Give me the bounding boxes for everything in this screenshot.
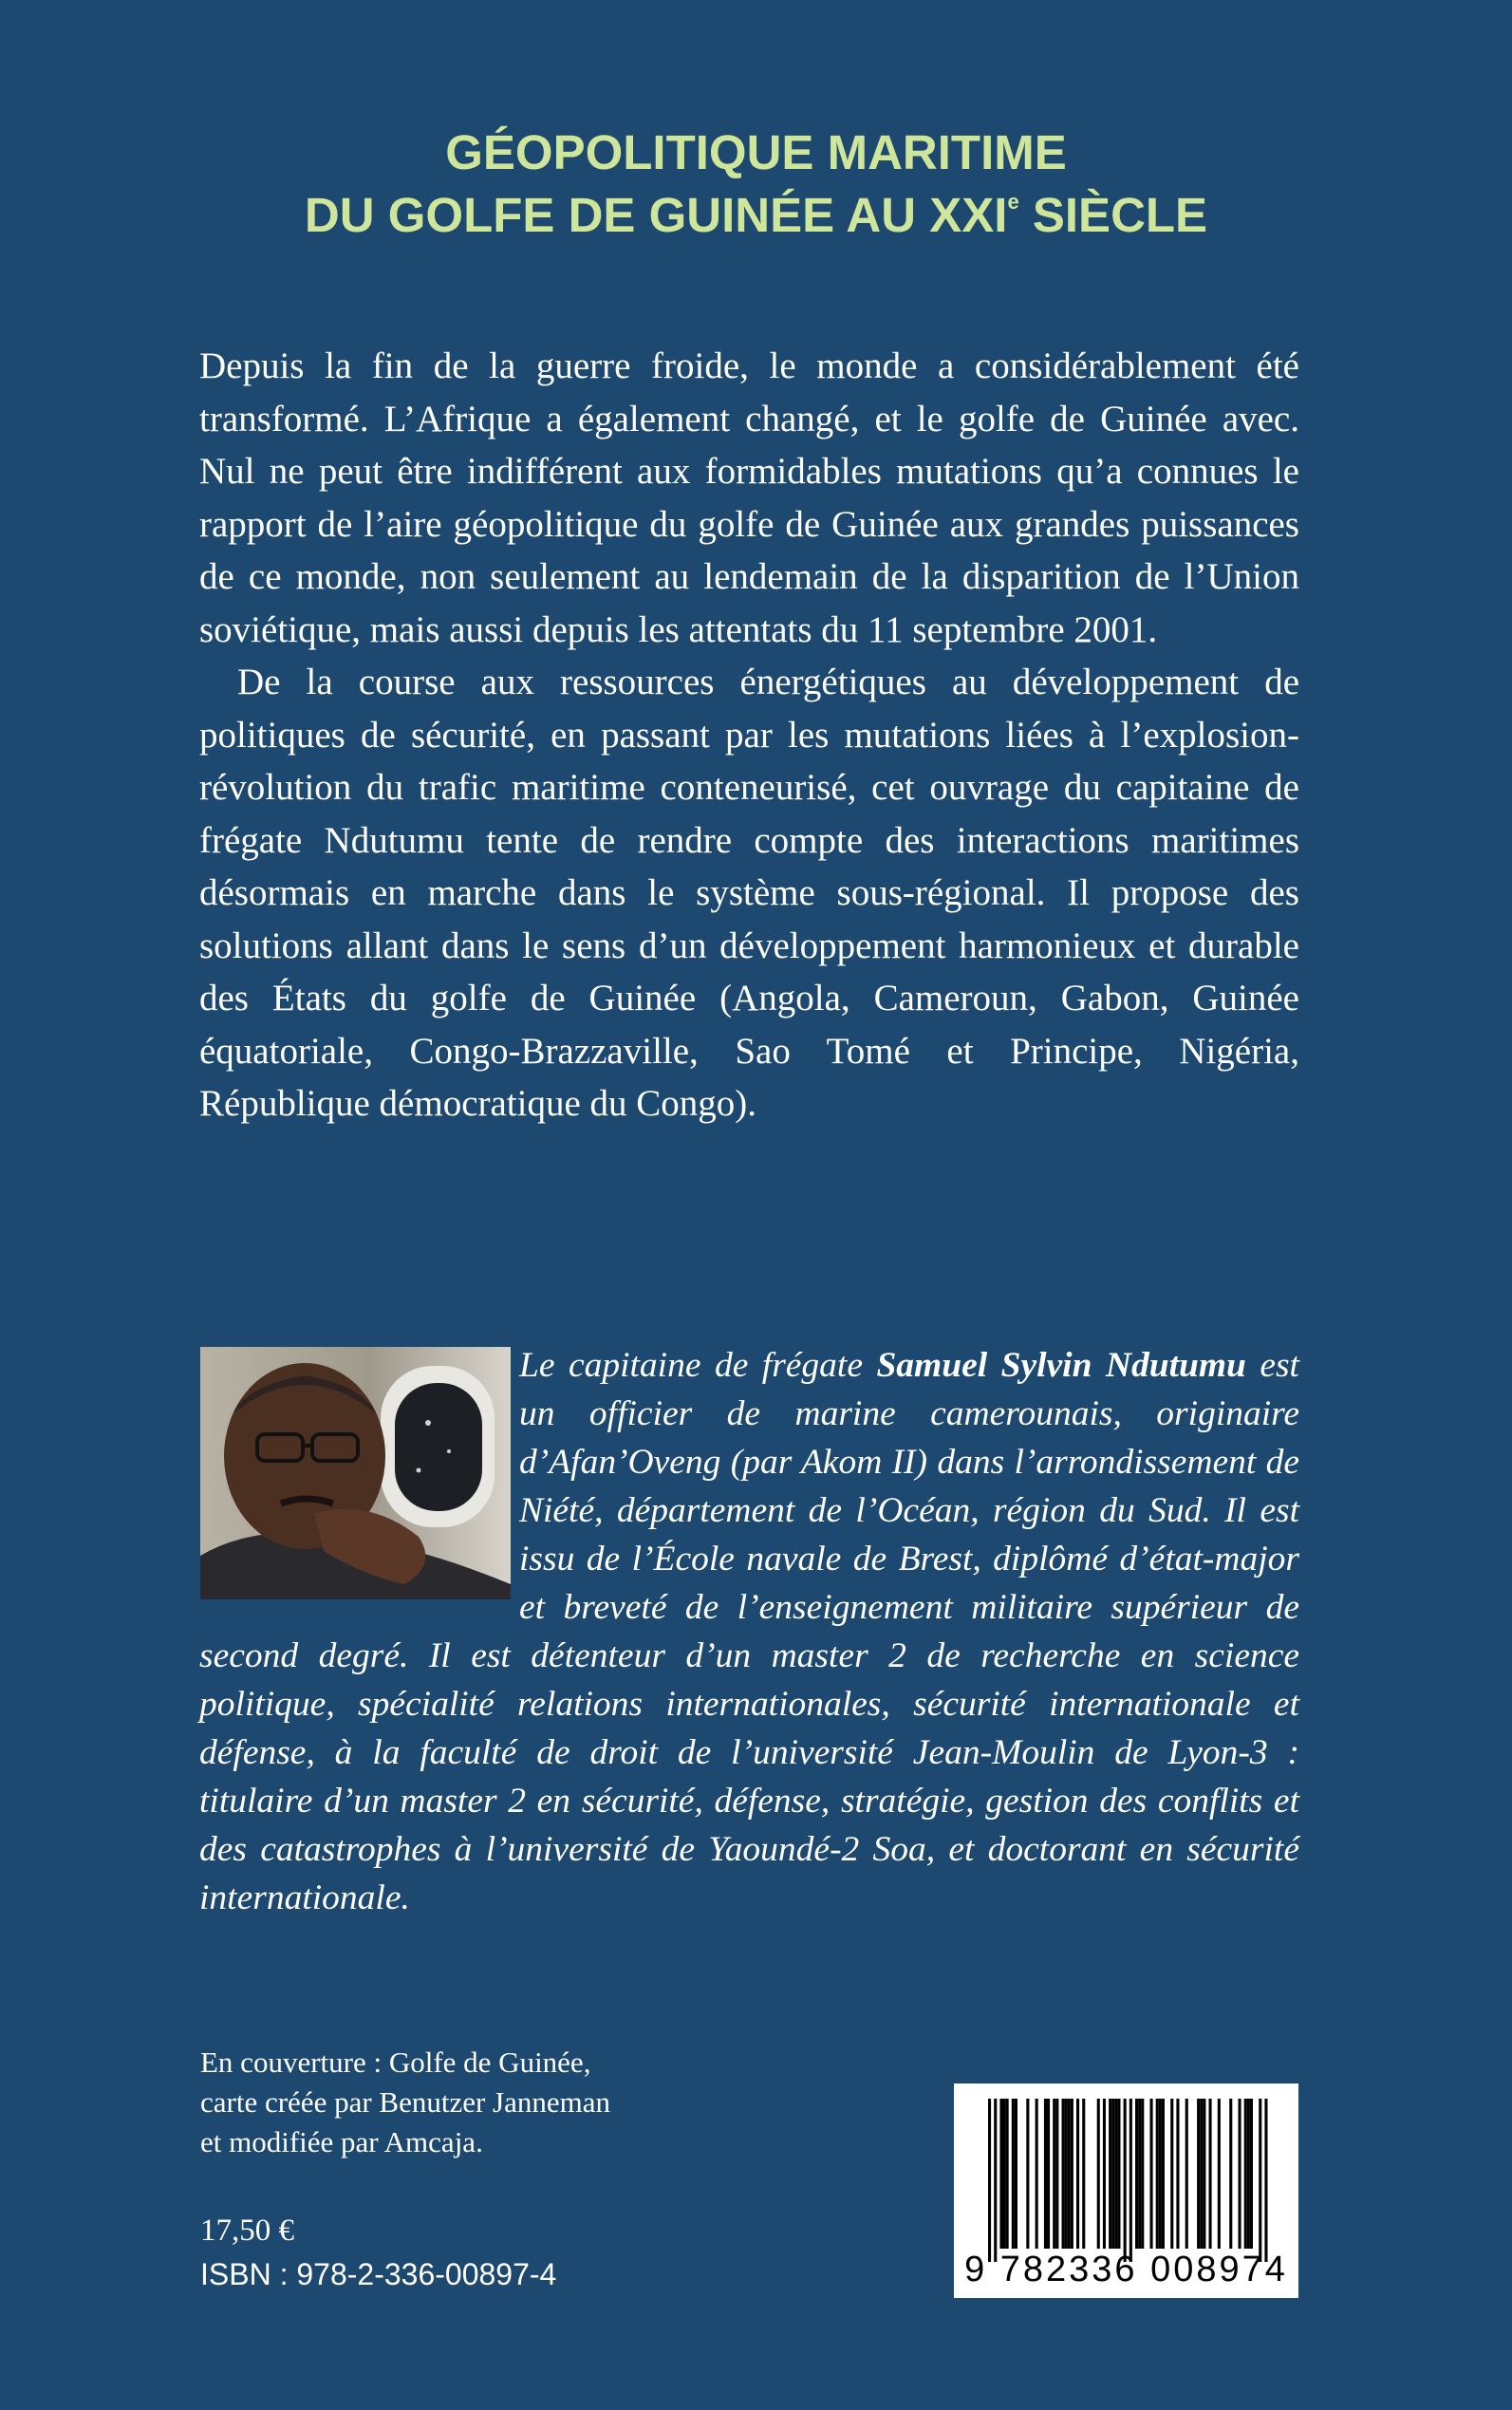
- barcode-bar: [1197, 2099, 1200, 2249]
- barcode-bar: [1036, 2099, 1038, 2249]
- barcode-bar: [1062, 2099, 1065, 2249]
- isbn: ISBN : 978-2-336-00897-4: [200, 2257, 557, 2291]
- barcode-bar: [1129, 2099, 1132, 2262]
- barcode-bar: [1247, 2099, 1250, 2249]
- barcode-bar: [1068, 2099, 1071, 2249]
- barcode-bar: [1071, 2099, 1073, 2249]
- cover-credit-line-1: En couverture : Golfe de Guinée,: [200, 2046, 591, 2079]
- author-bio-text: est un officier de marine camerounais, originaire d’Afan’Oveng (par Akom II) dans l’arrondissement de Niété, département de l’Océan, région du Sud. Il est issu de l’École navale de Brest, diplômé d’état-major et breveté de l’enseignement militaire supérieur de second degré. Il est détenteur d’un master 2 de recherche en science politique, spécialité relations internationales, sécurité internationale et défense, à la faculté de droit de l’université Jean-Moulin de Lyon-3 : titulaire d’un master 2 en sécurité, défense, stratégie, gestion des conflits et des catastrophes à l’université de Yaoundé-2 Soa, et doctorant en sécurité internationale.: [199, 1346, 1299, 1917]
- barcode-bar: [988, 2099, 991, 2262]
- barcode-bar: [1170, 2099, 1173, 2249]
- barcode-bar: [994, 2099, 997, 2262]
- barcode-bar: [1111, 2099, 1114, 2249]
- barcode-bar: [1150, 2099, 1153, 2249]
- barcode-bar: [1259, 2099, 1261, 2262]
- barcode-bar: [1047, 2099, 1050, 2249]
- cover-credit-line-2: carte créée par Benutzer Janneman: [200, 2085, 611, 2119]
- barcode-bar: [1239, 2099, 1241, 2249]
- barcode-bar: [1065, 2099, 1068, 2249]
- barcode-bar: [1006, 2099, 1009, 2249]
- cover-credit: [200, 2043, 610, 2162]
- barcode-bar: [1055, 2099, 1058, 2249]
- barcode-bar: [1103, 2099, 1106, 2249]
- barcode-bar: [1003, 2099, 1006, 2249]
- barcode-bar: [1264, 2099, 1267, 2262]
- barcode-bar: [1156, 2099, 1159, 2249]
- barcode-bar: [1097, 2099, 1100, 2249]
- barcode-bar: [1124, 2099, 1127, 2262]
- barcode-bar: [1082, 2099, 1085, 2249]
- title-line-2: DU GOLFE DE GUINÉE AU XXIe SIÈCLE: [304, 188, 1208, 242]
- author-name: Samuel Sylvin Ndutumu: [876, 1346, 1246, 1385]
- barcode-bar: [1244, 2099, 1247, 2249]
- title-line-1: GÉOPOLITIQUE MARITIME: [445, 125, 1067, 179]
- synopsis-paragraph-1: Depuis la fin de la guerre froide, le monde a considérablement été transformé. L’Afrique a également changé, et le golfe de Guinée avec. Nul ne peut être indifférent aux formidables mutations qu’a connues le rapport de l’aire géopolitique du golfe de Guinée aux grandes puissances de ce monde, non seulement au lendemain de la disparition de l’Union soviétique, mais aussi depuis les attentats du 11 septembre 2001.: [199, 346, 1299, 650]
- barcode-bar: [1117, 2099, 1120, 2249]
- barcode-bar: [1012, 2099, 1015, 2249]
- author-bio: [199, 1341, 1299, 1922]
- barcode-bar: [1076, 2099, 1079, 2249]
- barcode-bar: [1159, 2099, 1162, 2249]
- cover-credit-line-3: et modifiée par Amcaja.: [200, 2125, 483, 2158]
- author-bio-intro: Le capitaine de frégate: [519, 1346, 877, 1385]
- barcode-bar: [1114, 2099, 1117, 2249]
- book-title: [0, 121, 1512, 247]
- barcode-bar: [999, 2099, 1002, 2249]
- barcode-bar: [1203, 2099, 1205, 2249]
- barcode-bar: [1250, 2099, 1253, 2249]
- barcode-bar: [1026, 2099, 1029, 2249]
- synopsis-paragraph-2: De la course aux ressources énergétiques au développement de politiques de sécurité, en passant par les mutations liées à l’explosion-révolution du trafic maritime conteneurisé, cet ouvrage du capitaine de frégate Ndutumu tente de rendre compte des interactions maritimes désormais en marche dans le système sous-régional. Il propose des solutions allant dans le sens d’un développement harmonieux et durable des États du golfe de Guinée (Angola, Cameroun, Gabon, Guinée équatoriale, Congo-Brazzaville, Sao Tomé et Principe, Nigéria, République démocratique du Congo).: [199, 662, 1299, 1124]
- barcode-bar: [1138, 2099, 1141, 2249]
- barcode-bar: [1229, 2099, 1232, 2249]
- barcode-bar: [1209, 2099, 1212, 2249]
- barcode-bar: [1141, 2099, 1144, 2249]
- barcode-bar: [1015, 2099, 1017, 2249]
- barcode-bar: [1185, 2099, 1188, 2249]
- barcode-bar: [1218, 2099, 1221, 2249]
- barcode-bar: [1053, 2099, 1055, 2249]
- barcode-bar: [1200, 2099, 1203, 2249]
- barcode-bar: [1176, 2099, 1179, 2249]
- barcode-bar: [1135, 2099, 1138, 2249]
- barcode-bar: [1162, 2099, 1165, 2249]
- barcode: [954, 2083, 1298, 2298]
- price: 17,50 €: [200, 2214, 294, 2248]
- barcode-bar: [1044, 2099, 1047, 2249]
- synopsis: [199, 340, 1299, 1130]
- barcode-bar: [1109, 2099, 1111, 2249]
- barcode-number: 9 782336 008974: [964, 2250, 1288, 2289]
